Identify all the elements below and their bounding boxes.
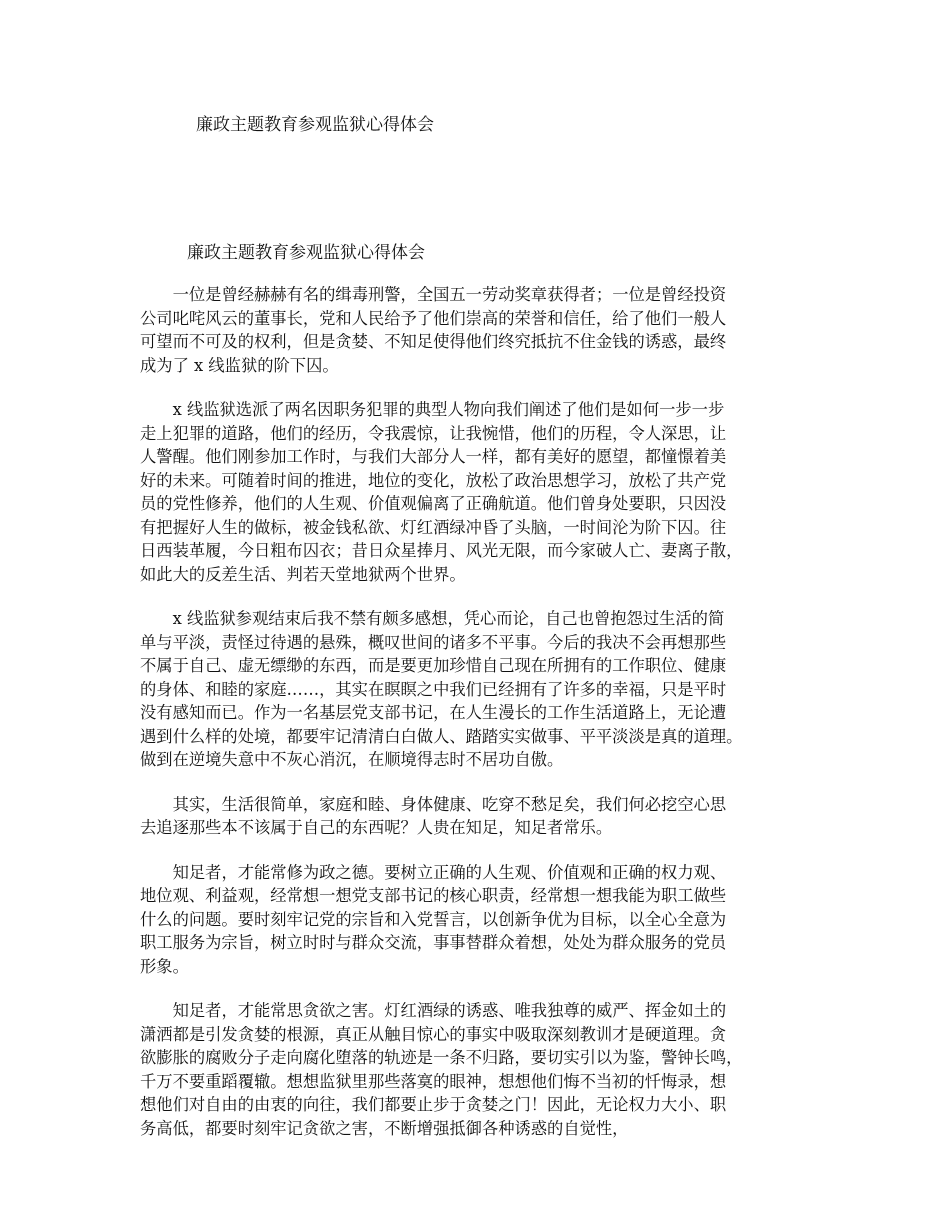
paragraph-line: 可望而不可及的权利，但是贪婪、不知足使得他们终究抵抗不住金钱的诱惑，最终 — [140, 332, 727, 351]
paragraph-line: 形象。 — [140, 956, 189, 976]
paragraph-line: 的身体、和睦的家庭……，其实在瞑瞑之中我们已经拥有了许多的幸福，只是平时 — [140, 679, 727, 699]
paragraph-line: x 线监狱选派了两名因职务犯罪的典型人物向我们阐述了他们是如何一步一步 — [172, 400, 725, 419]
paragraph-line: 知足者，才能常思贪欲之害。灯红酒绿的诱惑、唯我独尊的威严、挥金如土的 — [172, 1001, 727, 1020]
paragraph-line: 成为了 x 线监狱的阶下囚。 — [140, 355, 339, 375]
paragraph-line: 公司叱咤风云的董事长，党和人民给予了他们崇高的荣誉和信任，给了他们一般人 — [140, 308, 727, 328]
paragraph-line: 员的党性修养，他们的人生观、价值观偏离了正确航道。他们曾身处要职，只因没 — [140, 494, 727, 513]
paragraph-line: 什么的问题。要时刻牢记党的宗旨和入党誓言，以创新争优为目标，以全心全意为 — [140, 909, 727, 929]
paragraph-line: 去追逐那些本不该属于自己的东西呢？人贵在知足，知足者常乐。 — [140, 818, 613, 837]
paragraph-line: 单与平淡，责怪过待遇的悬殊，概叹世间的诸多不平事。今后的我决不会再想那些 — [140, 632, 727, 652]
document-header-title: 廉政主题教育参观监狱心得体会 — [196, 115, 434, 135]
paragraph-line: 地位观、利益观，经常想一想党支部书记的核心职责，经常想一想我能为职工做些 — [140, 886, 727, 905]
paragraph-3 — [140, 607, 824, 772]
paragraph-6 — [140, 999, 824, 1140]
paragraph-line: 职工服务为宗旨，树立时时与群众交流，事事替群众着想，处处为群众服务的党员 — [140, 933, 727, 952]
paragraph-line: 知足者，才能常修为政之德。要树立正确的人生观、价值观和正确的权力观、 — [172, 862, 727, 882]
paragraph-line: 欲膨胀的腐败分子走向腐化堕落的轨迹是一条不归路，要切实引以为鉴，警钟长鸣， — [140, 1048, 743, 1067]
paragraph-line: 做到在逆境失意中不灰心消沉，在顺境得志时不居功自傲。 — [140, 750, 564, 769]
paragraph-line: 遇到什么样的处境，都要牢记清清白白做人、踏踏实实做事、平平淡淡是真的道理。 — [140, 726, 743, 746]
document-body-title: 廉政主题教育参观监狱心得体会 — [187, 243, 425, 263]
paragraph-line: 没有感知而已。作为一名基层党支部书记，在人生漫长的工作生活道路上，无论遭 — [140, 703, 727, 722]
paragraph-line: 想他们对自由的由衷的向往，我们都要止步于贪婪之门！因此，无论权力大小、职 — [140, 1095, 727, 1114]
paragraph-5 — [140, 861, 824, 979]
paragraph-line: 有把握好人生的做标，被金钱私欲、灯红酒绿冲昏了头脑，一时间沦为阶下囚。往 — [140, 517, 727, 537]
paragraph-line: 如此大的反差生活、判若天堂地狱两个世界。 — [140, 564, 466, 584]
paragraph-line: x 线监狱参观结束后我不禁有颇多感想，凭心而论，自己也曾抱怨过生活的简 — [172, 609, 725, 628]
paragraph-line: 好的未来。可随着时间的推进，地位的变化，放松了政治思想学习，放松了共产党 — [140, 470, 727, 490]
paragraph-line: 日西装革履，今日粗布囚衣；昔日众星捧月、风光无限，而今家破人亡、妻离子散， — [140, 541, 743, 560]
paragraph-line: 走上犯罪的道路，他们的经历，令我震惊，让我惋惜，他们的历程，令人深思，让 — [140, 423, 727, 443]
paragraph-line: 不属于自己、虚无缥缈的东西，而是要更加珍惜自己现在所拥有的工作职位、健康 — [140, 656, 727, 675]
paragraph-line: 其实，生活很简单，家庭和睦、身体健康、吃穿不愁足矣，我们何必挖空心思 — [172, 794, 727, 814]
paragraph-line: 人警醒。他们刚参加工作时，与我们大部分人一样，都有美好的愿望，都憧憬着美 — [140, 447, 727, 466]
paragraph-line: 一位是曾经赫赫有名的缉毒刑警，全国五一劳动奖章获得者；一位是曾经投资 — [172, 285, 727, 304]
paragraph-line: 务高低，都要时刻牢记贪欲之害，不断增强抵御各种诱惑的自觉性， — [140, 1118, 629, 1138]
paragraph-1 — [140, 283, 824, 377]
paragraph-2 — [140, 398, 824, 586]
document-body — [140, 283, 824, 1161]
paragraph-line: 千万不要重蹈覆辙。想想监狱里那些落寞的眼神，想想他们悔不当初的忏悔录，想 — [140, 1071, 727, 1091]
paragraph-line: 潇洒都是引发贪婪的根源，真正从触目惊心的事实中吸取深刻教训才是硬道理。贪 — [140, 1024, 727, 1044]
paragraph-4 — [140, 793, 824, 840]
